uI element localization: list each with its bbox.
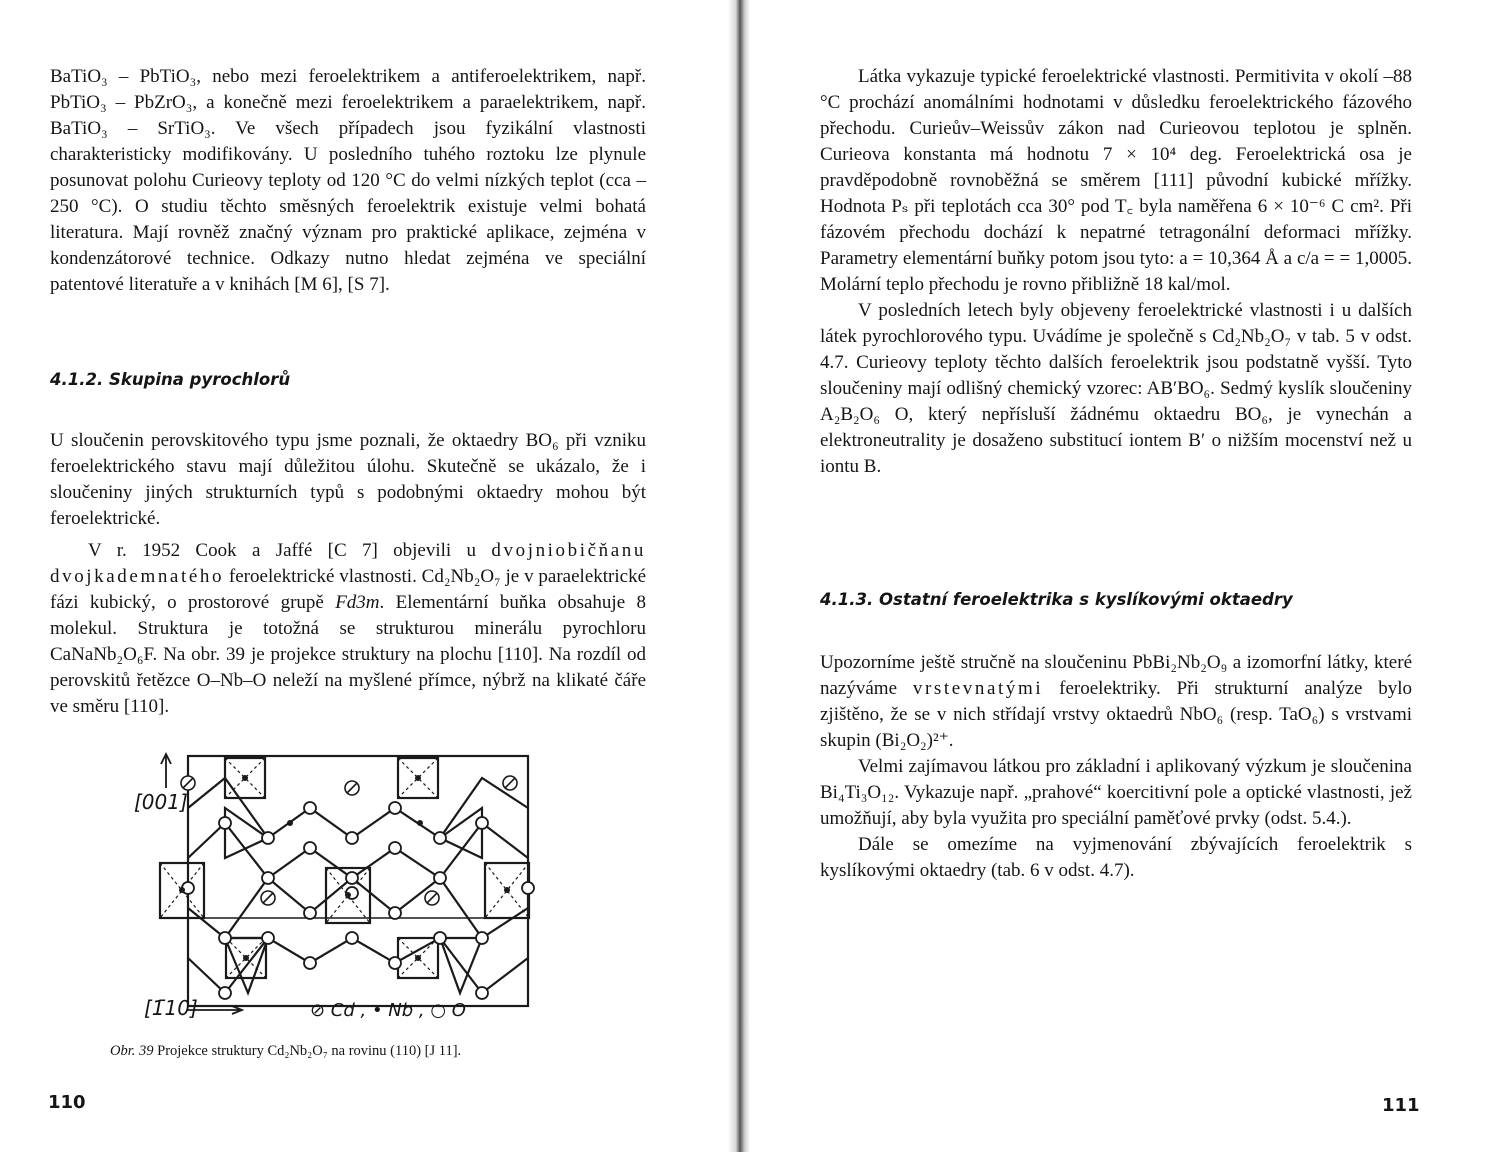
lower-chain [188,878,528,938]
left-paragraph-2-text: U sloučenin perovskitového typu jsme poznali, že oktaedry BO₆ při vzniku feroelektrického stavu mají důležitou úlohu. Skutečně se ukázalo, že i sloučeniny jiných strukturních typů s podobnými oktaedry mohou být feroelektrické. [50,430,646,529]
pyrochlore-structure-diagram [130,748,550,1028]
right-paragraph-1 [820,64,1412,480]
left-paragraph-2 [50,428,646,532]
right-p3-before: Upozorníme ještě stručně na sloučeninu PbBi₂Nb₂O₉ a izomorfní látky, které nazýváme [820,652,1412,699]
right-page [752,0,1506,1152]
left-p3-mid: feroelektrické vlastnosti. Cd₂Nb₂O₇ je v paraelektrické fázi kubický, o prostorové grupě [50,566,646,613]
right-paragraph-4-text: Velmi zajímavou látkou pro základní i aplikovaný výzkum je sloučenina Bi₄Ti₃O₁₂. Vykazuje např. „prahové“ koercitivní pole a optické vlastnosti, jež umožňují, aby byla využita pro speciální paměťové prvky (odst. 5.4.). [820,756,1412,829]
caption-label: Obr. 39 [110,1043,154,1059]
right-paragraph-3 [820,650,1412,884]
left-p3-spaced: dvojniobičňanu dvojkademnatého [50,540,646,587]
axis-label-1-10: [1̄10] [144,996,198,1020]
vertical-axis-arrow [161,754,171,788]
page-number-left: 110 [48,1092,86,1113]
left-p3-before: V r. 1952 Cook a Jaffé [C 7] objevili u [88,540,477,561]
left-paragraph-3 [50,538,646,720]
left-paragraph-1-text: BaTiO₃ – PbTiO₃, nebo mezi feroelektrikem a antiferoelektrikem, např. PbTiO₃ – PbZrO₃, a konečně mezi feroelektrikem a paraelektrikem, např. BaTiO₃ – SrTiO₃. Ve všech případech jsou fyzikální vlastnosti charakteristicky modifikovány. U posledního tuhého roztoku lze plynule posunovat polohu Curieovy teploty od 120 °C do velmi nízkých teplot (cca –250 °C). O studiu těchto směsných feroelektrik existuje velmi bohatá literatura. Mají rovněž značný význam pro praktické aplikace, zejména v kondenzátorové technice. Odkazy nutno hledat zejména ve speciální patentové literatuře a v knihách [M 6], [S 7]. [50,66,646,295]
space-group: Fd3m [335,592,380,613]
right-p3-spaced: vrstevnatými [912,678,1044,699]
section-heading-4-1-3: 4.1.3. Ostatní feroelektrika s kyslíkovými oktaedry [820,590,1293,609]
right-paragraph-2-text: V posledních letech byly objeveny feroelektrické vlastnosti i u dalších látek pyrochlorového typu. Uvádíme je společně s Cd₂Nb₂O₇ v tab. 5 v odst. 4.7. Curieovy teploty těchto dalších feroelektrik jsou podstatně vyšší. Tyto sloučeniny mají odlišný chemický vzorec: AB′BO₆. Sedmý kyslík sloučeniny A₂B₂O₆ O, který nepřísluší žádnému oktaedru BO₆, je vynechán a elektroneutrality je dosaženo substitucí iontem B′ o nižším mocenství než u iontu B. [820,300,1412,477]
right-paragraph-1-text: Látka vykazuje typické feroelektrické vlastnosti. Permitivita v okolí –88 °C prochází anomálními hodnotami v důsledku feroelektrického fázového přechodu. Curieův–Weissův zákon nad Curieovou teplotou je splněn. Curieova konstanta má hodnotu 7 × 10⁴ deg. Feroelektrická osa je pravděpodobně rovnoběžná se směrem [111] původní kubické mřížky. Hodnota Pₛ při teplotách cca 30° pod T꜀ byla naměřena 6 × 10⁻⁶ C cm². Při fázovém přechodu dochází k nepatrné tetragonální deformaci mřížky. Parametry elementární buňky potom jsou tyto: a = 10,364 Å a c/a = = 1,0005. Molární teplo přechodu je rovno přibližně 18 kal/mol. [820,66,1412,295]
page-number-right: 111 [1382,1095,1420,1116]
figure-caption [110,1043,461,1060]
caption-text: Projekce struktury Cd₂Nb₂O₇ na rovinu (110) [J 11]. [157,1043,462,1059]
axis-label-001: [001] [134,790,188,814]
book-spine [728,0,750,1152]
right-paragraph-5-text: Dále se omezíme na vyjmenování zbývajících feroelektrik s kyslíkovými oktaedry (tab. 6 v odst. 4.7). [820,834,1412,881]
left-paragraph-1 [50,64,646,298]
right-p3-after: feroelektriky. Při strukturní analýze bylo zjištěno, že se v nich střídají vrstvy oktaedrů NbO₆ (resp. TaO₆) s vrstvami skupin (Bi₂O₂)²⁺. [820,678,1413,751]
atom-legend: ⊘ Cd , • Nb , ○ O [310,1000,466,1021]
left-page [0,0,730,1152]
section-heading-4-1-2: 4.1.2. Skupina pyrochlorů [50,370,291,389]
left-p3-after: . Elementární buňka obsahuje 8 molekul. Struktura je totožná se strukturou minerálu pyrochloru CaNaNb₂O₆F. Na obr. 39 je projekce struktury na plochu [110]. Na rozdíl od perovskitů řetězce O–Nb–O neleží na myšlené přímce, nýbrž na klikaté čáře ve směru [110]. [50,592,646,717]
figure-39 [130,748,550,1033]
